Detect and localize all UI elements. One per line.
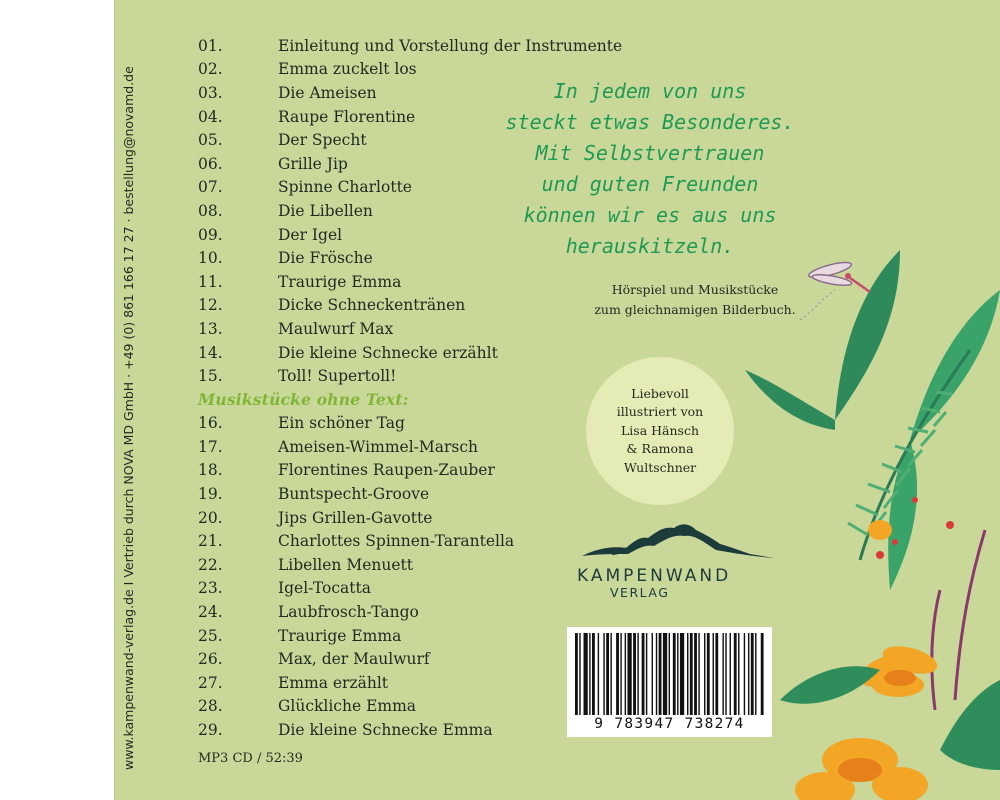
track-title: Die Ameisen xyxy=(278,83,377,102)
track-row xyxy=(198,529,598,553)
barcode-bar xyxy=(625,633,626,715)
track-row xyxy=(198,412,598,436)
barcode-bar xyxy=(620,633,621,715)
track-title: Der Specht xyxy=(278,131,367,150)
track-number: 17. xyxy=(198,437,223,456)
track-number: 21. xyxy=(198,532,223,551)
track-title: Emma erzählt xyxy=(278,673,389,692)
track-row xyxy=(198,482,598,506)
barcode-bar xyxy=(592,633,595,715)
track-title: Die Libellen xyxy=(278,201,373,220)
barcode-bar xyxy=(603,633,604,715)
track-title: Einleitung und Vorstellung der Instrumente xyxy=(278,36,623,55)
illustrator-line: & Ramona xyxy=(626,441,694,457)
subtitle-line: Hörspiel und Musikstücke xyxy=(611,282,779,297)
illustrator-line: Lisa Hänsch xyxy=(620,422,699,438)
barcode-bar xyxy=(738,633,739,715)
track-title: Max, der Maulwurf xyxy=(278,650,430,669)
barcode-bar xyxy=(694,633,697,715)
track-number: 27. xyxy=(198,673,223,692)
track-number: 22. xyxy=(198,555,223,574)
track-title: Dicke Schneckentränen xyxy=(278,296,466,315)
track-title: Florentines Raupen-Zauber xyxy=(278,461,495,480)
publisher-sub: VERLAG xyxy=(610,585,670,600)
barcode-bar xyxy=(734,633,737,715)
barcode-bar xyxy=(707,633,710,715)
track-number: 02. xyxy=(198,60,223,79)
track-number: 26. xyxy=(198,650,223,669)
barcode-number: 9 783947 738274 xyxy=(594,716,745,732)
track-row xyxy=(198,647,598,671)
illustrator-line: Wultschner xyxy=(623,459,697,475)
barcode-bar xyxy=(663,633,667,715)
quote-line: Mit Selbstvertrauen xyxy=(535,141,765,165)
barcode-bar xyxy=(744,633,745,715)
track-row xyxy=(198,718,598,742)
barcode-bar xyxy=(722,633,723,715)
track-title: Charlottes Spinnen-Tarantella xyxy=(278,532,515,551)
barcode-bar xyxy=(642,633,645,715)
track-number: 28. xyxy=(198,697,223,716)
barcode-bar xyxy=(713,633,714,715)
track-row xyxy=(198,600,598,624)
spine-divider xyxy=(114,0,115,800)
track-title: Laubfrosch-Tango xyxy=(278,603,419,622)
track-number: 08. xyxy=(198,201,223,220)
barcode-bar xyxy=(725,633,726,715)
track-row xyxy=(198,317,598,341)
barcode-bar xyxy=(687,633,688,715)
barcode-bar xyxy=(646,633,647,715)
barcode-bar xyxy=(698,633,699,715)
barcode-bar xyxy=(616,633,619,715)
track-row xyxy=(198,34,623,58)
track-number: 03. xyxy=(198,83,223,102)
track-number: 19. xyxy=(198,485,223,504)
track-title: Toll! Supertoll! xyxy=(278,367,397,386)
barcode-bar xyxy=(633,633,636,715)
barcode-bar xyxy=(575,633,578,715)
barcode-bar xyxy=(751,633,754,715)
track-title: Traurige Emma xyxy=(278,626,402,645)
track-number: 29. xyxy=(198,721,223,740)
track-title: Die Frösche xyxy=(278,249,373,268)
track-title: Buntspecht-Groove xyxy=(278,485,430,504)
barcode-bar xyxy=(755,633,756,715)
track-number: 25. xyxy=(198,626,223,645)
track-title: Die kleine Schnecke Emma xyxy=(278,721,493,740)
barcode-bars xyxy=(575,633,765,715)
track-title: Libellen Menuett xyxy=(278,555,413,574)
track-number: 16. xyxy=(198,414,223,433)
track-number: 01. xyxy=(198,36,223,55)
track-row xyxy=(198,364,598,388)
barcode-bar xyxy=(598,633,599,715)
track-title: Ameisen-Wimmel-Marsch xyxy=(278,437,479,456)
track-row xyxy=(198,506,598,530)
barcode-bar xyxy=(637,633,638,715)
track-title: Raupe Florentine xyxy=(278,107,416,126)
track-number: 07. xyxy=(198,178,223,197)
barcode-bar xyxy=(627,633,631,715)
track-number: 10. xyxy=(198,249,223,268)
track-row xyxy=(198,435,598,459)
barcode-bar xyxy=(610,633,611,715)
track-title: Spinne Charlotte xyxy=(278,178,412,197)
track-title: Glückliche Emma xyxy=(278,697,417,716)
spine-contact-text: www.kampenwand-verlag.de I Vertrieb durch NOVA MD GmbH · +49 (0) 861 166 17 27 · bestellung@novamd.de xyxy=(120,66,136,770)
track-title: Ein schöner Tag xyxy=(278,414,405,433)
track-title: Jips Grillen-Gavotte xyxy=(278,508,433,527)
barcode-bar xyxy=(584,633,588,715)
subtitle-line: zum gleichnamigen Bilderbuch. xyxy=(594,302,796,317)
track-number: 23. xyxy=(198,579,223,598)
barcode-bar xyxy=(659,633,662,715)
track-number: 14. xyxy=(198,343,223,362)
product-subtitle xyxy=(530,280,860,320)
barcode-bar xyxy=(677,633,678,715)
track-number: 09. xyxy=(198,225,223,244)
barcode-bar xyxy=(606,633,609,715)
illustrator-badge xyxy=(586,357,734,505)
barcode xyxy=(567,627,772,737)
track-row xyxy=(198,459,598,483)
barcode-bar xyxy=(680,633,684,715)
track-title: Igel-Tocatta xyxy=(278,579,371,598)
quote-line: In jedem von uns xyxy=(553,79,747,103)
barcode-bar xyxy=(748,633,749,715)
track-row xyxy=(198,341,598,365)
track-title: Die kleine Schnecke erzählt xyxy=(278,343,498,362)
track-row xyxy=(198,553,598,577)
barcode-bar xyxy=(589,633,590,715)
track-title: Grille Jip xyxy=(278,154,348,173)
barcode-bar xyxy=(690,633,693,715)
track-row xyxy=(198,695,598,719)
track-title: Der Igel xyxy=(278,225,343,244)
barcode-bar xyxy=(669,633,670,715)
track-number: 11. xyxy=(198,272,223,291)
track-number: 15. xyxy=(198,367,223,386)
track-number: 24. xyxy=(198,603,223,622)
illustrator-line: illustriert von xyxy=(616,404,704,420)
mountain-logo-icon xyxy=(578,518,778,608)
barcode-bar xyxy=(579,633,580,715)
barcode-bar xyxy=(730,633,731,715)
track-number: 04. xyxy=(198,107,223,126)
barcode-bar xyxy=(715,633,718,715)
quote-line: steckt etwas Besonderes. xyxy=(505,110,795,134)
publisher-name: KAMPENWAND xyxy=(577,566,732,586)
track-title: Traurige Emma xyxy=(278,272,402,291)
quote-text xyxy=(490,76,810,262)
instrumental-section-heading: Musikstücke ohne Text: xyxy=(198,390,409,410)
track-number: 12. xyxy=(198,296,223,315)
barcode-bar xyxy=(673,633,676,715)
track-number: 05. xyxy=(198,131,223,150)
quote-line: können wir es aus uns xyxy=(523,203,777,227)
track-row xyxy=(198,671,598,695)
track-row xyxy=(198,624,598,648)
format-duration: MP3 CD / 52:39 xyxy=(198,751,303,766)
track-number: 06. xyxy=(198,154,223,173)
illustrator-line: Liebevoll xyxy=(631,385,689,401)
barcode-bar xyxy=(704,633,705,715)
track-row xyxy=(198,577,598,601)
track-number: 20. xyxy=(198,508,223,527)
barcode-bar xyxy=(761,633,764,715)
track-title: Emma zuckelt los xyxy=(278,60,417,79)
quote-line: und guten Freunden xyxy=(541,172,759,196)
barcode-bar xyxy=(652,633,653,715)
track-number: 13. xyxy=(198,319,223,338)
track-number: 18. xyxy=(198,461,223,480)
quote-line: herauskitzeln. xyxy=(565,234,735,258)
track-title: Maulwurf Max xyxy=(278,319,394,338)
barcode-bar xyxy=(656,633,657,715)
